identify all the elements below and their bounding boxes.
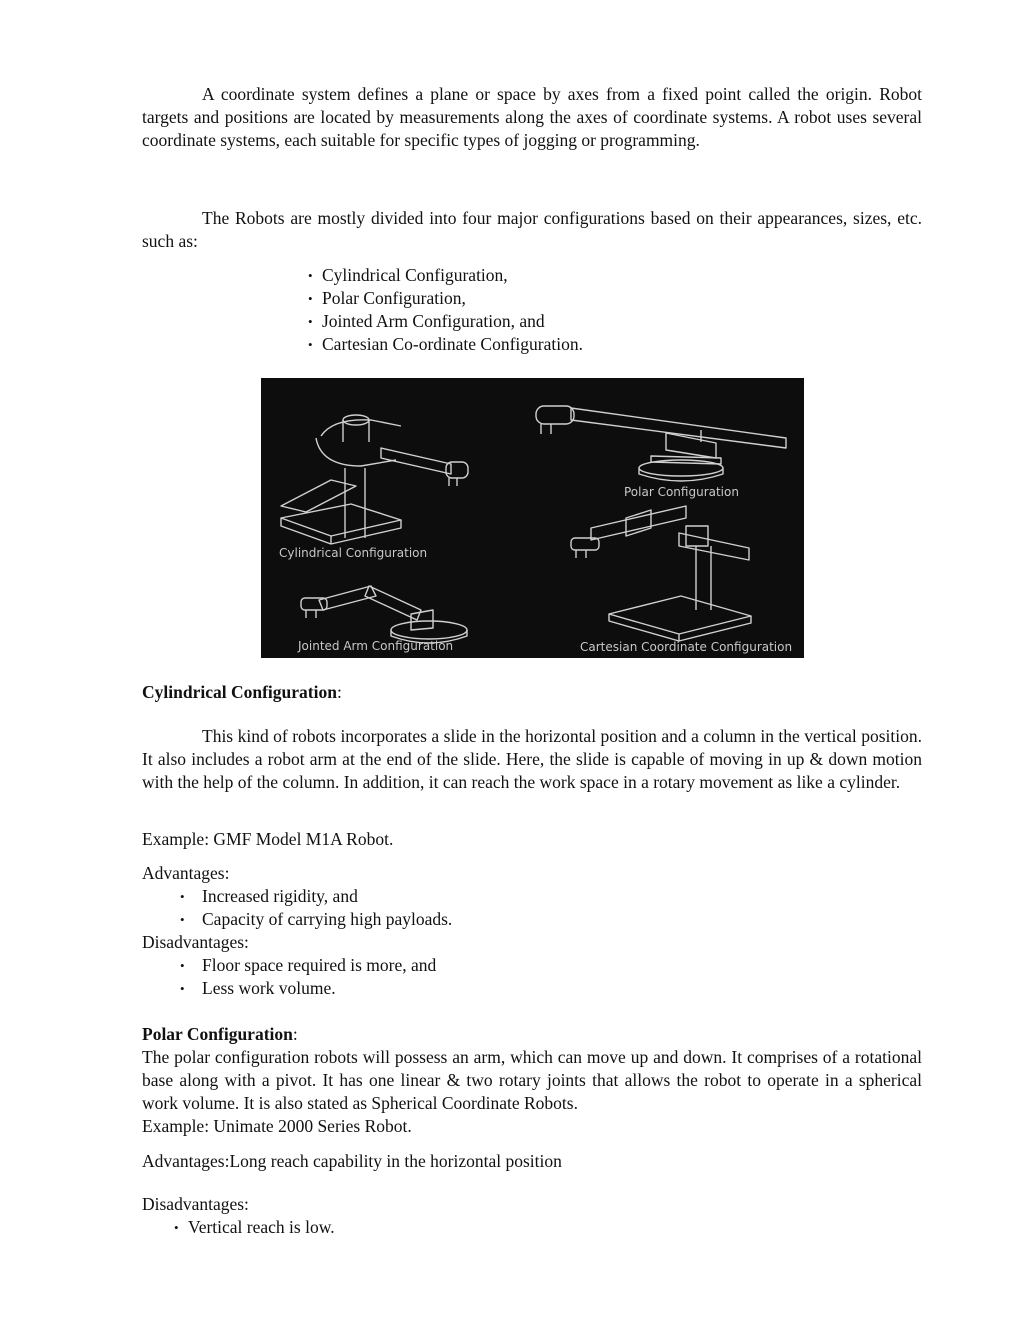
polar-example: Example: Unimate 2000 Series Robot.: [142, 1116, 412, 1136]
list-item: • Vertical reach is low.: [174, 1216, 335, 1239]
list-item: • Cartesian Co-ordinate Configuration.: [308, 333, 583, 356]
intro-paragraph-2: The Robots are mostly divided into four major configurations based on their appearances, sizes, etc. such as:: [142, 208, 922, 251]
figure-label-jointed: Jointed Arm Configuration: [298, 639, 454, 653]
list-item: • Less work volume.: [174, 977, 436, 1000]
intro-paragraph-1: A coordinate system defines a plane or space by axes from a fixed point called the origin. Robot targets and positions are located by measurements along the axes of coordinate systems. A robot uses several coordinate systems, each suitable for specific types of jogging or programming.: [142, 84, 922, 150]
polar-disadvantages-label: Disadvantages:: [142, 1194, 249, 1214]
polar-body: The polar configuration robots will possess an arm, which can move up and down. It comprises of a rotational base along with a pivot. It has one linear & two rotary joints that allows the robot to operate in a spherical work volume. It is also stated as Spherical Coordinate Robots.: [142, 1047, 922, 1113]
cylindrical-advantages-label: Advantages:: [142, 863, 230, 883]
cylindrical-advantages-list: [174, 885, 452, 931]
polar-heading-line: [142, 1023, 922, 1046]
list-item: • Capacity of carrying high payloads.: [174, 908, 452, 931]
cylindrical-disadvantages-label: Disadvantages:: [142, 932, 249, 952]
figure-label-cartesian: Cartesian Coordinate Configuration: [580, 640, 793, 654]
jointed-arm-robot-drawing: [301, 586, 467, 643]
cylindrical-body: This kind of robots incorporates a slide in the horizontal position and a column in the vertical position. It also includes a robot arm at the end of the slide. Here, the slide is capable of moving in up & down motion with the help of the column. In addition, it can reach the work space in a rotary movement as like a cylinder.: [142, 726, 922, 792]
list-item: • Increased rigidity, and: [174, 885, 452, 908]
heading-colon: :: [292, 1024, 298, 1044]
heading-colon: :: [336, 682, 342, 702]
cylindrical-heading: Cylindrical Configuration: [142, 682, 337, 702]
polar-disadvantages-list: [174, 1216, 335, 1239]
list-item: • Cylindrical Configuration,: [308, 264, 583, 287]
cylindrical-heading-line: [142, 681, 922, 704]
polar-heading: Polar Configuration: [142, 1024, 293, 1044]
list-item: • Polar Configuration,: [308, 287, 583, 310]
cylindrical-robot-drawing: [281, 415, 468, 544]
cartesian-robot-drawing: [571, 506, 751, 641]
cylindrical-example: Example: GMF Model M1A Robot.: [142, 829, 394, 849]
robot-configurations-figure: [261, 378, 804, 658]
list-item: • Floor space required is more, and: [174, 954, 436, 977]
figure-label-polar: Polar Configuration: [624, 485, 739, 499]
configuration-list: [308, 264, 583, 356]
cylindrical-disadvantages-list: [174, 954, 436, 1000]
polar-advantages: Advantages:Long reach capability in the horizontal position: [142, 1151, 562, 1171]
figure-label-cylindrical: Cylindrical Configuration: [279, 546, 428, 560]
polar-robot-drawing: [536, 406, 786, 481]
list-item: • Jointed Arm Configuration, and: [308, 310, 583, 333]
